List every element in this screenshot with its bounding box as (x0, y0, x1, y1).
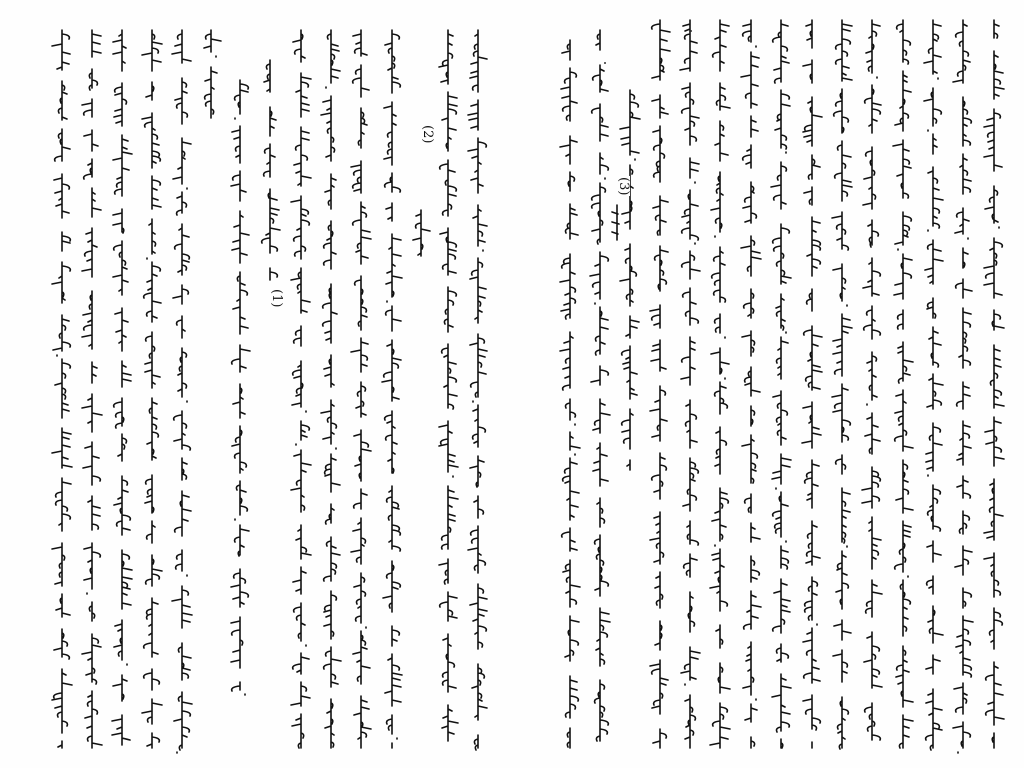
text-column (52, 30, 72, 748)
text-column (984, 20, 1004, 748)
scan-speck (690, 30, 692, 32)
text-column (321, 30, 341, 748)
text-column (560, 40, 580, 748)
text-column (172, 30, 192, 753)
text-column (953, 20, 973, 753)
marker-3-caption (612, 205, 619, 240)
text-column (620, 90, 640, 470)
text-column (204, 30, 221, 118)
text-column (351, 30, 371, 748)
text-column (741, 20, 761, 748)
text-column (832, 20, 852, 749)
text-column (262, 60, 280, 280)
scan-speck (604, 62, 606, 64)
text-column (439, 30, 458, 741)
text-column (710, 20, 730, 748)
section-marker-3: (3) (616, 177, 631, 196)
section-marker-2: (2) (420, 125, 435, 144)
text-column (468, 30, 487, 750)
text-column (893, 20, 913, 748)
text-column (862, 20, 882, 740)
text-column (291, 30, 311, 748)
text-column (680, 20, 700, 748)
text-column (924, 20, 943, 750)
text-column (382, 30, 402, 748)
section-marker-1: (1) (269, 289, 284, 308)
text-column (771, 20, 791, 748)
text-column (802, 20, 822, 748)
text-column (142, 30, 162, 748)
text-column (231, 80, 250, 695)
text-column (590, 30, 610, 741)
text-column (82, 30, 102, 748)
text-column (112, 30, 132, 745)
text-column (650, 20, 670, 748)
text-column (413, 210, 430, 256)
